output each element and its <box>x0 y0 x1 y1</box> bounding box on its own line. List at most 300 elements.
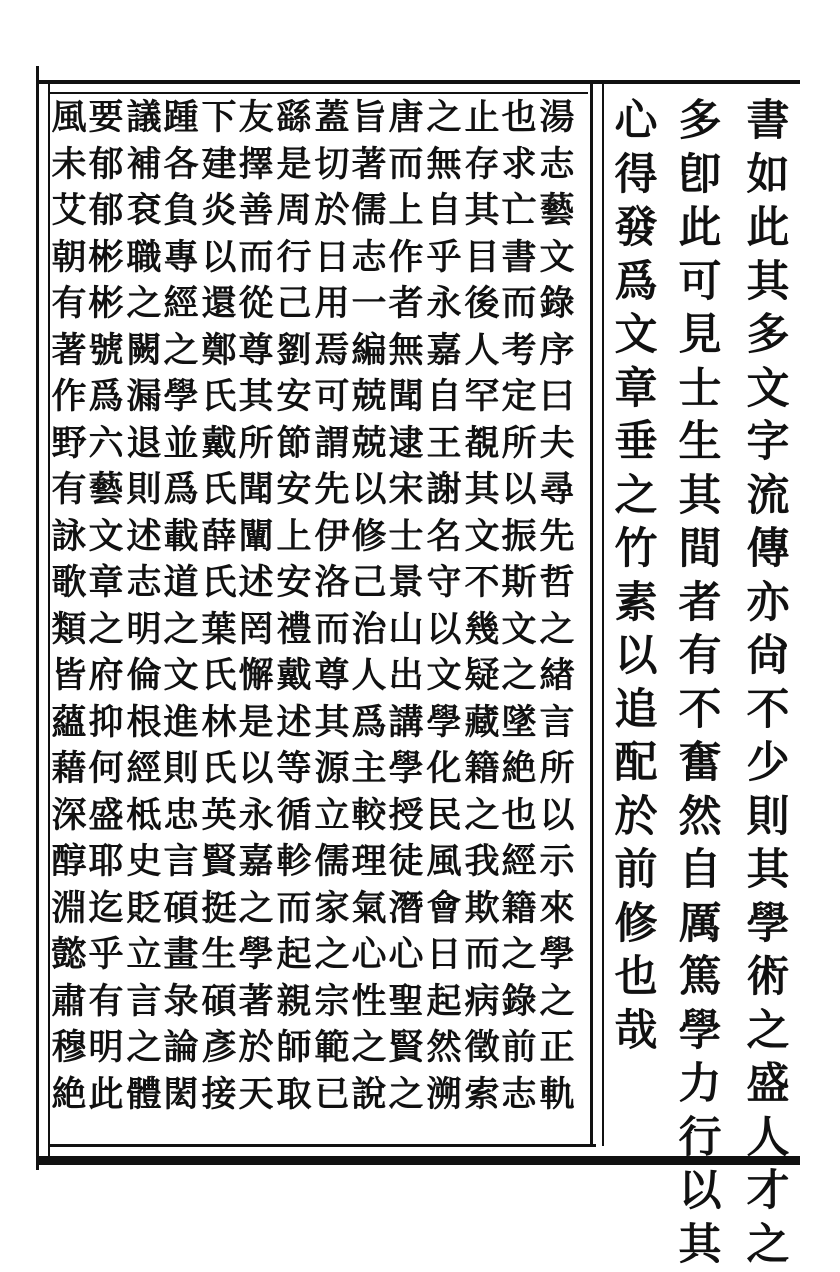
character: 之 <box>126 281 161 328</box>
character: 字 <box>747 416 790 470</box>
character: 穆 <box>51 1025 86 1072</box>
character: 彔 <box>163 979 198 1026</box>
character: 爲 <box>351 700 386 747</box>
character: 行 <box>679 1112 722 1166</box>
character: 心 <box>351 932 386 979</box>
character: 章 <box>615 363 658 417</box>
character: 士 <box>388 514 423 561</box>
character: 乎 <box>88 932 123 979</box>
character: 繇 <box>276 95 311 142</box>
character: 化 <box>426 746 461 793</box>
character: 其 <box>314 700 349 747</box>
character: 郁 <box>88 142 123 189</box>
character: 爲 <box>615 256 658 310</box>
character: 之 <box>351 1025 386 1072</box>
character: 淵 <box>51 886 86 933</box>
character: 會 <box>426 886 461 933</box>
character: 籍 <box>501 886 536 933</box>
character: 親 <box>276 979 311 1026</box>
character: 林 <box>201 700 236 747</box>
character: 己 <box>276 281 311 328</box>
character: 戴 <box>276 653 311 700</box>
character: 前 <box>501 1025 536 1072</box>
section-divider-rule-inner <box>602 84 604 1146</box>
character: 則 <box>747 791 790 845</box>
character: 病 <box>464 979 499 1026</box>
character: 於 <box>615 791 658 845</box>
character: 其 <box>679 1219 722 1272</box>
character: 則 <box>126 467 161 514</box>
character: 戴 <box>201 421 236 468</box>
character: 一 <box>351 281 386 328</box>
character: 氏 <box>201 467 236 514</box>
character: 生 <box>201 932 236 979</box>
character: 幾 <box>464 607 499 654</box>
character: 而 <box>276 886 311 933</box>
character: 永 <box>238 793 273 840</box>
character: 緖 <box>539 653 574 700</box>
character: 蓋 <box>314 95 349 142</box>
character: 源 <box>314 746 349 793</box>
character: 天 <box>238 1072 273 1119</box>
character: 聖 <box>388 979 423 1026</box>
character: 之 <box>501 932 536 979</box>
character: 論 <box>163 1025 198 1072</box>
character: 山 <box>388 607 423 654</box>
character: 經 <box>501 839 536 886</box>
character: 貶 <box>126 886 161 933</box>
character: 其 <box>238 374 273 421</box>
character: 較 <box>351 793 386 840</box>
character: 間 <box>679 523 722 577</box>
character: 補 <box>126 142 161 189</box>
character: 賢 <box>388 1025 423 1072</box>
character: 作 <box>51 374 86 421</box>
character: 闕 <box>126 328 161 375</box>
character: 傳 <box>747 523 790 577</box>
large-text-column-3 <box>606 95 666 1058</box>
character: 景 <box>388 560 423 607</box>
character: 立 <box>314 793 349 840</box>
character: 史 <box>126 839 161 886</box>
character: 厲 <box>679 898 722 952</box>
character: 根 <box>126 700 161 747</box>
character: 尊 <box>238 328 273 375</box>
character: 不 <box>464 560 499 607</box>
character: 詠 <box>51 514 86 561</box>
character: 配 <box>615 737 658 791</box>
character: 日 <box>314 235 349 282</box>
character: 已 <box>314 1072 349 1119</box>
character: 定 <box>501 374 536 421</box>
character: 闡 <box>238 514 273 561</box>
character: 行 <box>276 235 311 282</box>
character: 謝 <box>426 467 461 514</box>
character: 章 <box>88 560 123 607</box>
character: 尋 <box>539 467 574 514</box>
small-text-column-14 <box>45 95 93 1118</box>
character: 而 <box>388 142 423 189</box>
character: 前 <box>615 844 658 898</box>
character: 所 <box>539 746 574 793</box>
character: 號 <box>88 328 123 375</box>
character: 碩 <box>201 979 236 1026</box>
character: 書 <box>501 235 536 282</box>
character: 我 <box>464 839 499 886</box>
character: 爲 <box>88 374 123 421</box>
character: 未 <box>51 142 86 189</box>
character: 其 <box>747 844 790 898</box>
character: 載 <box>163 514 198 561</box>
character: 編 <box>351 328 386 375</box>
character: 要 <box>88 95 123 142</box>
character: 友 <box>238 95 273 142</box>
character: 之 <box>501 653 536 700</box>
character: 之 <box>539 607 574 654</box>
character: 經 <box>163 281 198 328</box>
character: 耶 <box>88 839 123 886</box>
character: 漏 <box>126 374 161 421</box>
character: 夫 <box>539 421 574 468</box>
character: 六 <box>88 421 123 468</box>
character: 之 <box>539 979 574 1026</box>
character: 之 <box>426 95 461 142</box>
character: 然 <box>679 791 722 845</box>
character: 求 <box>501 142 536 189</box>
character: 抑 <box>88 700 123 747</box>
character: 也 <box>501 95 536 142</box>
character: 來 <box>539 886 574 933</box>
character: 欺 <box>464 886 499 933</box>
character: 竹 <box>615 523 658 577</box>
character: 志 <box>539 142 574 189</box>
character: 葉 <box>201 607 236 654</box>
character: 此 <box>747 202 790 256</box>
character: 之 <box>238 886 273 933</box>
character: 以 <box>201 235 236 282</box>
character: 志 <box>126 560 161 607</box>
character: 志 <box>501 1072 536 1119</box>
character: 徵 <box>464 1025 499 1072</box>
character: 踵 <box>163 95 198 142</box>
character: 範 <box>314 1025 349 1072</box>
character: 是 <box>276 142 311 189</box>
large-text-column-1 <box>738 95 798 1272</box>
character: 於 <box>238 1025 273 1072</box>
character: 安 <box>276 374 311 421</box>
character: 接 <box>201 1072 236 1119</box>
character: 之 <box>126 1025 161 1072</box>
character: 嘉 <box>426 328 461 375</box>
character: 風 <box>51 95 86 142</box>
character: 篤 <box>679 951 722 1005</box>
character: 有 <box>679 630 722 684</box>
character: 多 <box>679 95 722 149</box>
character: 湯 <box>539 95 574 142</box>
character: 炎 <box>201 188 236 235</box>
outer-left-rule <box>36 66 39 1170</box>
character: 建 <box>201 142 236 189</box>
character: 嘉 <box>238 839 273 886</box>
character: 卽 <box>679 149 722 203</box>
character: 退 <box>126 421 161 468</box>
character: 聞 <box>238 467 273 514</box>
character: 皆 <box>51 653 86 700</box>
character: 生 <box>679 416 722 470</box>
character: 艾 <box>51 188 86 235</box>
character: 忠 <box>163 793 198 840</box>
character: 鄭 <box>201 328 236 375</box>
character: 切 <box>314 142 349 189</box>
character: 無 <box>388 328 423 375</box>
character: 兢 <box>351 421 386 468</box>
character: 潛 <box>388 886 423 933</box>
character: 之 <box>88 607 123 654</box>
character: 出 <box>388 653 423 700</box>
character: 墜 <box>501 700 536 747</box>
character: 學 <box>163 374 198 421</box>
character: 述 <box>238 560 273 607</box>
character: 也 <box>501 793 536 840</box>
character: 少 <box>747 737 790 791</box>
character: 文 <box>88 514 123 561</box>
character: 以 <box>238 746 273 793</box>
character: 用 <box>314 281 349 328</box>
character: 起 <box>426 979 461 1026</box>
character: 述 <box>276 700 311 747</box>
character: 而 <box>501 281 536 328</box>
character: 有 <box>88 979 123 1026</box>
character: 以 <box>539 793 574 840</box>
character: 奮 <box>679 737 722 791</box>
character: 目 <box>464 235 499 282</box>
character: 迄 <box>88 886 123 933</box>
character: 畫 <box>163 932 198 979</box>
character: 下 <box>201 95 236 142</box>
character: 然 <box>426 1025 461 1072</box>
character: 之 <box>314 932 349 979</box>
character: 疑 <box>464 653 499 700</box>
character: 是 <box>238 700 273 747</box>
character: 素 <box>615 577 658 631</box>
character: 盛 <box>88 793 123 840</box>
character: 永 <box>426 281 461 328</box>
character: 以 <box>351 467 386 514</box>
character: 哲 <box>539 560 574 607</box>
character: 氏 <box>201 374 236 421</box>
character: 不 <box>679 684 722 738</box>
character: 氏 <box>201 560 236 607</box>
character: 文 <box>747 363 790 417</box>
character: 學 <box>388 746 423 793</box>
character: 授 <box>388 793 423 840</box>
character: 文 <box>501 607 536 654</box>
character: 焉 <box>314 328 349 375</box>
character: 上 <box>388 188 423 235</box>
character: 己 <box>351 560 386 607</box>
character: 罔 <box>238 607 273 654</box>
character: 講 <box>388 700 423 747</box>
character: 多 <box>747 309 790 363</box>
character: 力 <box>679 1058 722 1112</box>
character: 肅 <box>51 979 86 1026</box>
character: 爲 <box>163 467 198 514</box>
character: 周 <box>276 188 311 235</box>
character: 上 <box>276 514 311 561</box>
character: 賢 <box>201 839 236 886</box>
character: 郁 <box>88 188 123 235</box>
character: 人 <box>351 653 386 700</box>
character: 如 <box>747 149 790 203</box>
character: 府 <box>88 653 123 700</box>
character: 學 <box>238 932 273 979</box>
character: 性 <box>351 979 386 1026</box>
character: 垂 <box>615 416 658 470</box>
character: 軌 <box>539 1072 574 1119</box>
character: 自 <box>679 844 722 898</box>
character: 而 <box>238 235 273 282</box>
character: 士 <box>679 363 722 417</box>
character: 著 <box>351 142 386 189</box>
character: 則 <box>163 746 198 793</box>
character: 著 <box>51 328 86 375</box>
character: 之 <box>615 470 658 524</box>
character: 人 <box>747 1112 790 1166</box>
character: 籍 <box>464 746 499 793</box>
character: 深 <box>51 793 86 840</box>
character: 罕 <box>464 374 499 421</box>
character: 儒 <box>351 188 386 235</box>
character: 之 <box>388 1072 423 1119</box>
character: 尊 <box>314 653 349 700</box>
character: 其 <box>464 467 499 514</box>
character: 安 <box>276 467 311 514</box>
character: 閎 <box>163 1072 198 1119</box>
character: 劉 <box>276 328 311 375</box>
character: 志 <box>351 235 386 282</box>
character: 謂 <box>314 421 349 468</box>
character: 逮 <box>388 421 423 468</box>
large-text-column-2 <box>670 95 730 1272</box>
character: 之 <box>163 328 198 375</box>
character: 懿 <box>51 932 86 979</box>
character: 文 <box>426 653 461 700</box>
character: 說 <box>351 1072 386 1119</box>
character: 氣 <box>351 886 386 933</box>
character: 所 <box>501 421 536 468</box>
character: 經 <box>126 746 161 793</box>
character: 進 <box>163 700 198 747</box>
character: 藉 <box>51 746 86 793</box>
character: 亡 <box>501 188 536 235</box>
character: 著 <box>238 979 273 1026</box>
character: 彥 <box>201 1025 236 1072</box>
character: 徒 <box>388 839 423 886</box>
character: 立 <box>126 932 161 979</box>
character: 柢 <box>126 793 161 840</box>
character: 唐 <box>388 95 423 142</box>
character: 擇 <box>238 142 273 189</box>
character: 宋 <box>388 467 423 514</box>
inner-top-rule <box>48 92 588 94</box>
character: 專 <box>163 235 198 282</box>
character: 善 <box>238 188 273 235</box>
character: 學 <box>539 932 574 979</box>
character: 乎 <box>426 235 461 282</box>
character: 尙 <box>747 630 790 684</box>
character: 以 <box>426 607 461 654</box>
character: 醇 <box>51 839 86 886</box>
character: 其 <box>747 256 790 310</box>
character: 朝 <box>51 235 86 282</box>
character: 民 <box>426 793 461 840</box>
character: 等 <box>276 746 311 793</box>
character: 伊 <box>314 514 349 561</box>
character: 薛 <box>201 514 236 561</box>
character: 之 <box>747 1005 790 1059</box>
character: 軫 <box>276 839 311 886</box>
character: 先 <box>539 514 574 561</box>
character: 學 <box>747 898 790 952</box>
character: 先 <box>314 467 349 514</box>
character: 從 <box>238 281 273 328</box>
character: 溯 <box>426 1072 461 1119</box>
character: 序 <box>539 328 574 375</box>
character: 守 <box>426 560 461 607</box>
character: 述 <box>126 514 161 561</box>
character: 學 <box>426 700 461 747</box>
character: 學 <box>679 1005 722 1059</box>
character: 之 <box>747 1219 790 1272</box>
character: 曰 <box>539 374 574 421</box>
character: 所 <box>238 421 273 468</box>
character: 修 <box>351 514 386 561</box>
character: 聞 <box>388 374 423 421</box>
character: 氏 <box>201 653 236 700</box>
character: 各 <box>163 142 198 189</box>
character: 覩 <box>464 421 499 468</box>
character: 心 <box>388 932 423 979</box>
character: 者 <box>679 577 722 631</box>
character: 術 <box>747 951 790 1005</box>
character: 職 <box>126 235 161 282</box>
character: 錄 <box>539 281 574 328</box>
character: 議 <box>126 95 161 142</box>
character: 之 <box>464 793 499 840</box>
character: 倫 <box>126 653 161 700</box>
character: 袞 <box>126 188 161 235</box>
character: 得 <box>615 149 658 203</box>
character: 並 <box>163 421 198 468</box>
character: 無 <box>426 142 461 189</box>
character: 修 <box>615 898 658 952</box>
character: 野 <box>51 421 86 468</box>
character: 起 <box>276 932 311 979</box>
inner-bottom-rule <box>48 1144 596 1147</box>
character: 索 <box>464 1072 499 1119</box>
character: 王 <box>426 421 461 468</box>
character: 後 <box>464 281 499 328</box>
character: 可 <box>314 374 349 421</box>
character: 斯 <box>501 560 536 607</box>
character: 負 <box>163 188 198 235</box>
character: 有 <box>51 281 86 328</box>
character: 旨 <box>351 95 386 142</box>
character: 彬 <box>88 235 123 282</box>
character: 正 <box>539 1025 574 1072</box>
character: 也 <box>615 951 658 1005</box>
character: 以 <box>679 1165 722 1219</box>
